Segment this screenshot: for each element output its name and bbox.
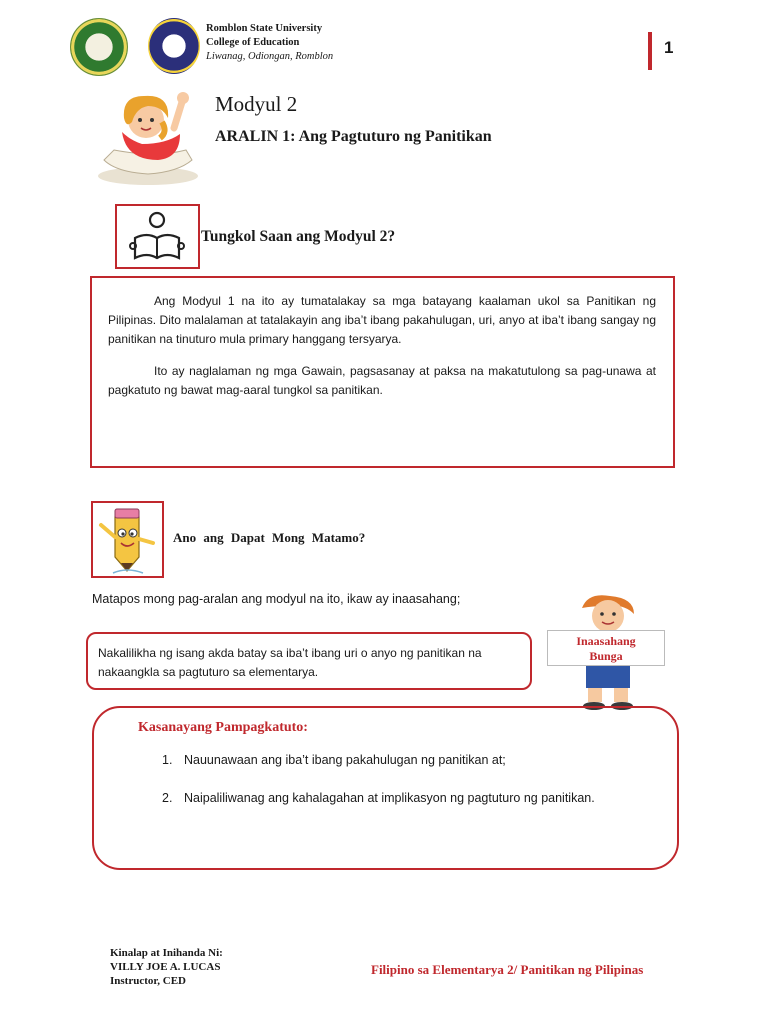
college-of-education-logo [148,18,200,74]
sign-text-line1: Inaasahang [576,634,636,648]
author-block [110,946,223,988]
lesson-title: ARALIN 1: Ang Pagtuturo ng Panitikan [215,128,492,145]
university-address: Liwanag, Odiongan, Romblon [206,51,334,62]
college-name: College of Education [206,37,300,48]
competency-number: 2. [162,791,173,805]
page-marker-bar [648,32,652,70]
module-title: Modyul 2 [215,92,298,116]
section-icon-box [115,204,200,269]
expected-outcome-panel [86,632,532,690]
about-paragraph-2: Ito ay naglalaman ng mga Gawain, pagsasanay at paksa na makatutulong sa pag-unawa at pagkatuto ng bawat mag-aaral tungkol sa panitikan. [108,364,656,397]
competency-item [162,791,595,805]
competency-text: Nauunawaan ang iba’t ibang pakahulugan ng panitikan at; [184,753,506,767]
author-name: VILLY JOE A. LUCAS [110,961,221,973]
author-title: Instructor, CED [110,975,186,987]
goals-intro-text: Matapos mong pag-aralan ang modyul na ito, ikaw ay inaasahang; [92,592,461,606]
competency-item [162,753,506,767]
author-prepared-by: Kinalap at Inihanda Ni: [110,947,223,959]
sign-text-line2: Bunga [589,649,623,663]
person-reading-icon [117,206,198,267]
competencies-heading: Kasanayang Pampagkatuto: [138,720,308,735]
about-paragraph-1: Ang Modyul 1 na ito ay tumatalakay sa mga batayang kaalaman ukol sa Panitikan ng Pilipinas. Dito malalaman at tatalakayin ang iba’t ibang pakahulugan, uri, anyo at iba’t ibang sangay ng panitikan na tinuturo mula primary hanggang tersyarya. [108,294,656,346]
competency-text: Naipaliliwanag ang kahalagahan at implikasyon ng pagtuturo ng panitikan. [184,791,595,805]
section-heading-about: Tungkol Saan ang Modyul 2? [201,228,396,245]
university-name: Romblon State University [206,23,323,34]
course-title: Filipino sa Elementarya 2/ Panitikan ng Pilipinas [371,962,644,977]
girl-reading-illustration [96,88,200,188]
page-number: 1 [664,38,674,57]
section-icon-box-pencil [91,501,164,578]
pencil-mascot-icon [93,503,162,576]
expected-outcome-text: Nakalilikha ng isang akda batay sa iba’t ibang uri o anyo ng panitikan na nakaangkla sa pagtuturo sa elementarya. [98,646,482,679]
rsu-seal-logo [70,18,128,76]
section-heading-goals: Ano ang Dapat Mong Matamo? [173,530,366,545]
competency-number: 1. [162,753,173,767]
expected-outcome-sign [547,630,665,666]
